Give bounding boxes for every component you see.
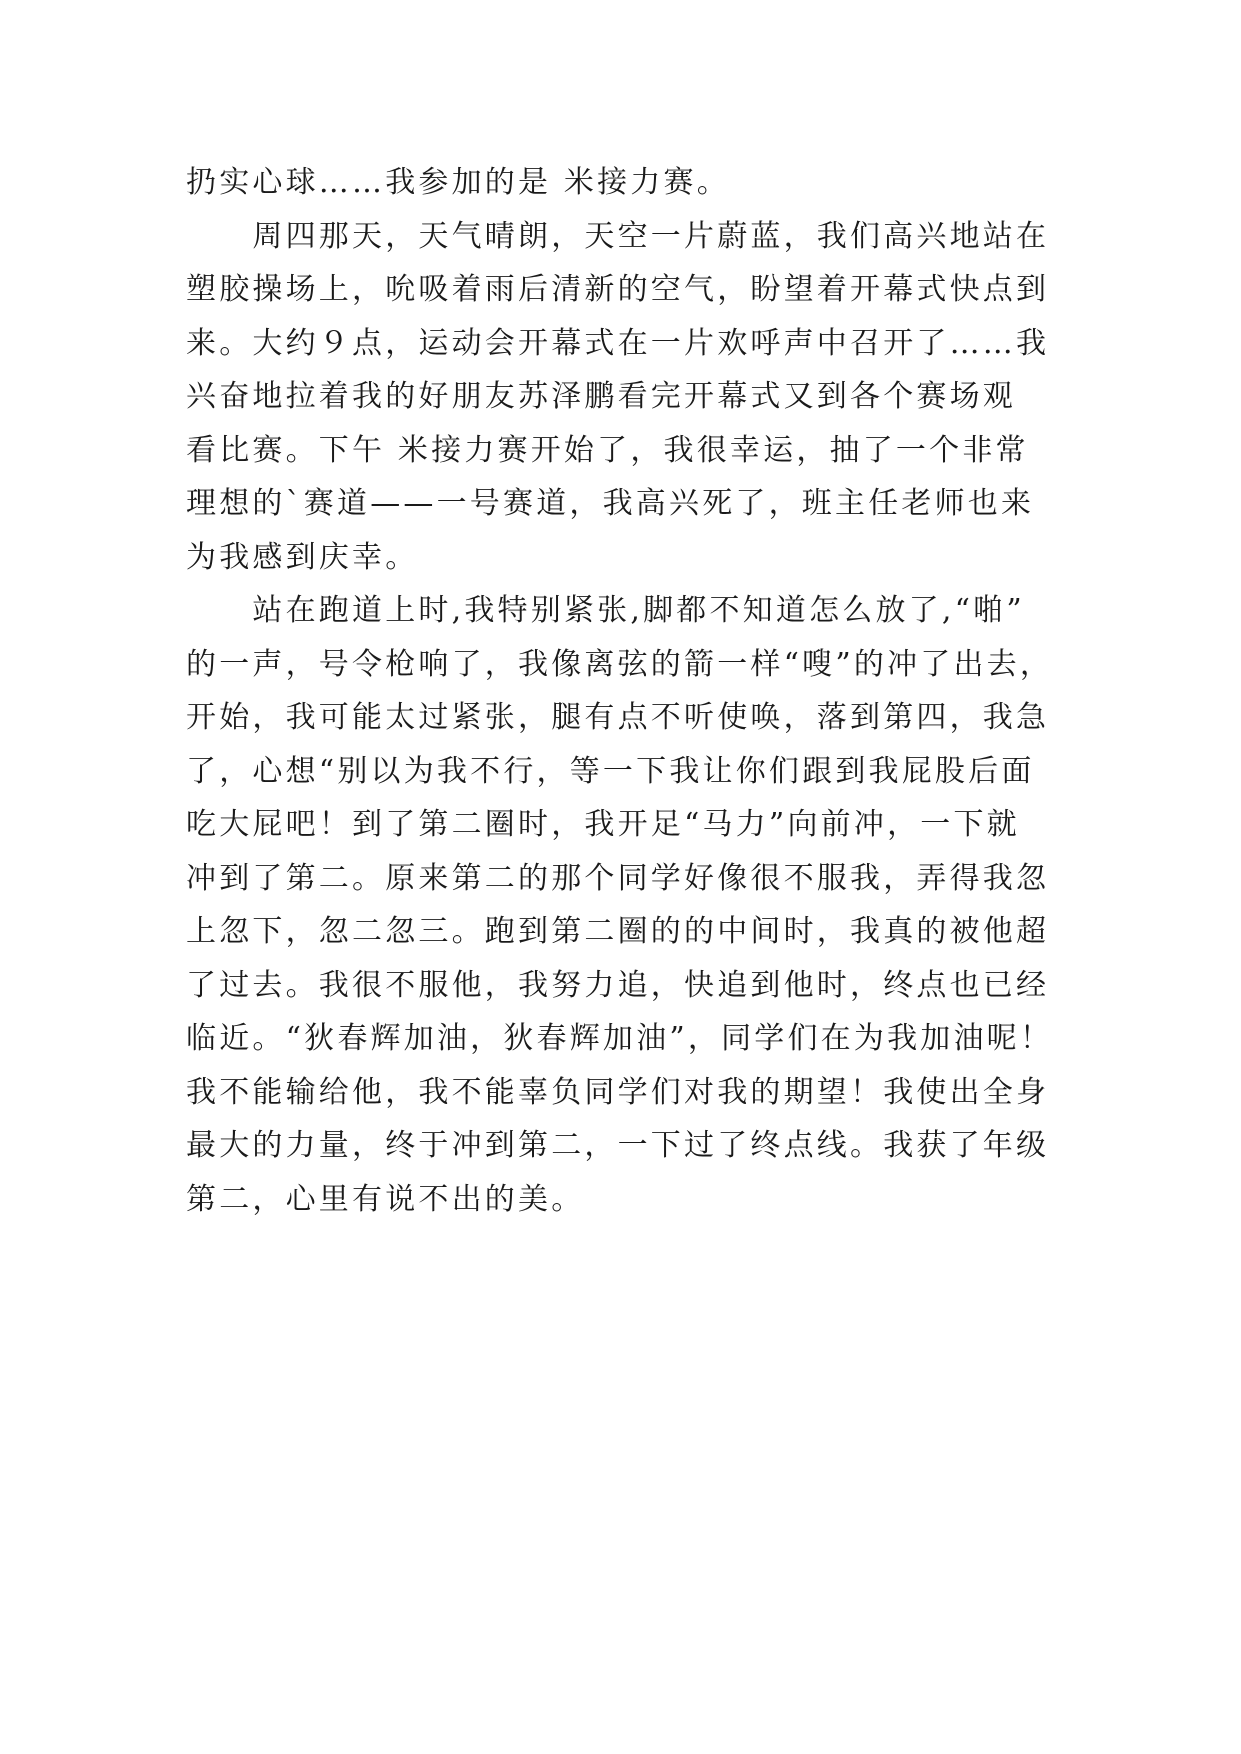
text-line: 站在跑道上时,我特别紧张,脚都不知道怎么放了,“啪” bbox=[186, 593, 1025, 628]
text-line: 第二，心里有说不出的美。 bbox=[186, 1181, 585, 1217]
text-line: 了，心想“别以为我不行，等一下我让你们跟到我屁股后面 bbox=[186, 753, 1035, 789]
text-line: 最大的力量，终于冲到第二，一下过了终点线。我获了年级 bbox=[186, 1128, 1050, 1163]
text-line: 的一声，号令枪响了，我像离弦的箭一样“嗖”的冲了出去， bbox=[186, 646, 1054, 682]
text-line: 上忽下，忽二忽三。跑到第二圈的的中间时，我真的被他超 bbox=[186, 914, 1050, 949]
text-line: 扔实心球……我参加的是 米接力赛。 bbox=[186, 165, 730, 200]
text-line: 兴奋地拉着我的好朋友苏泽鹏看完开幕式又到各个赛场观 bbox=[186, 379, 1016, 414]
text-line: 塑胶操场上，吮吸着雨后清新的空气，盼望着开幕式快点到 bbox=[186, 272, 1050, 307]
text-line: 临近。“狄春辉加油，狄春辉加油”，同学们在为我加油呢！ bbox=[186, 1021, 1054, 1056]
text-line: 看比赛。下午 米接力赛开始了，我很幸运，抽了一个非常 bbox=[186, 432, 1029, 468]
essay-body bbox=[186, 156, 1056, 1226]
text-line: 了过去。我很不服他，我努力追，快追到他时，终点也已经 bbox=[186, 967, 1050, 1003]
text-line: 周四那天，天气晴朗，天空一片蔚蓝，我们高兴地站在 bbox=[186, 218, 1050, 254]
text-line: 吃大屁吧！到了第二圈时，我开足“马力”向前冲，一下就 bbox=[186, 807, 1020, 842]
text-line: 为我感到庆幸。 bbox=[186, 539, 419, 575]
text-line: 冲到了第二。原来第二的那个同学好像很不服我，弄得我忽 bbox=[186, 860, 1050, 896]
text-line: 理想的`赛道——一号赛道，我高兴死了，班主任老师也来 bbox=[186, 486, 1035, 521]
text-line: 来。大约９点，运动会开幕式在一片欢呼声中召开了……我 bbox=[186, 325, 1050, 361]
text-line: 我不能输给他，我不能辜负同学们对我的期望！我使出全身 bbox=[186, 1074, 1050, 1110]
text-line: 开始，我可能太过紧张，腿有点不听使唤，落到第四，我急 bbox=[186, 700, 1050, 735]
